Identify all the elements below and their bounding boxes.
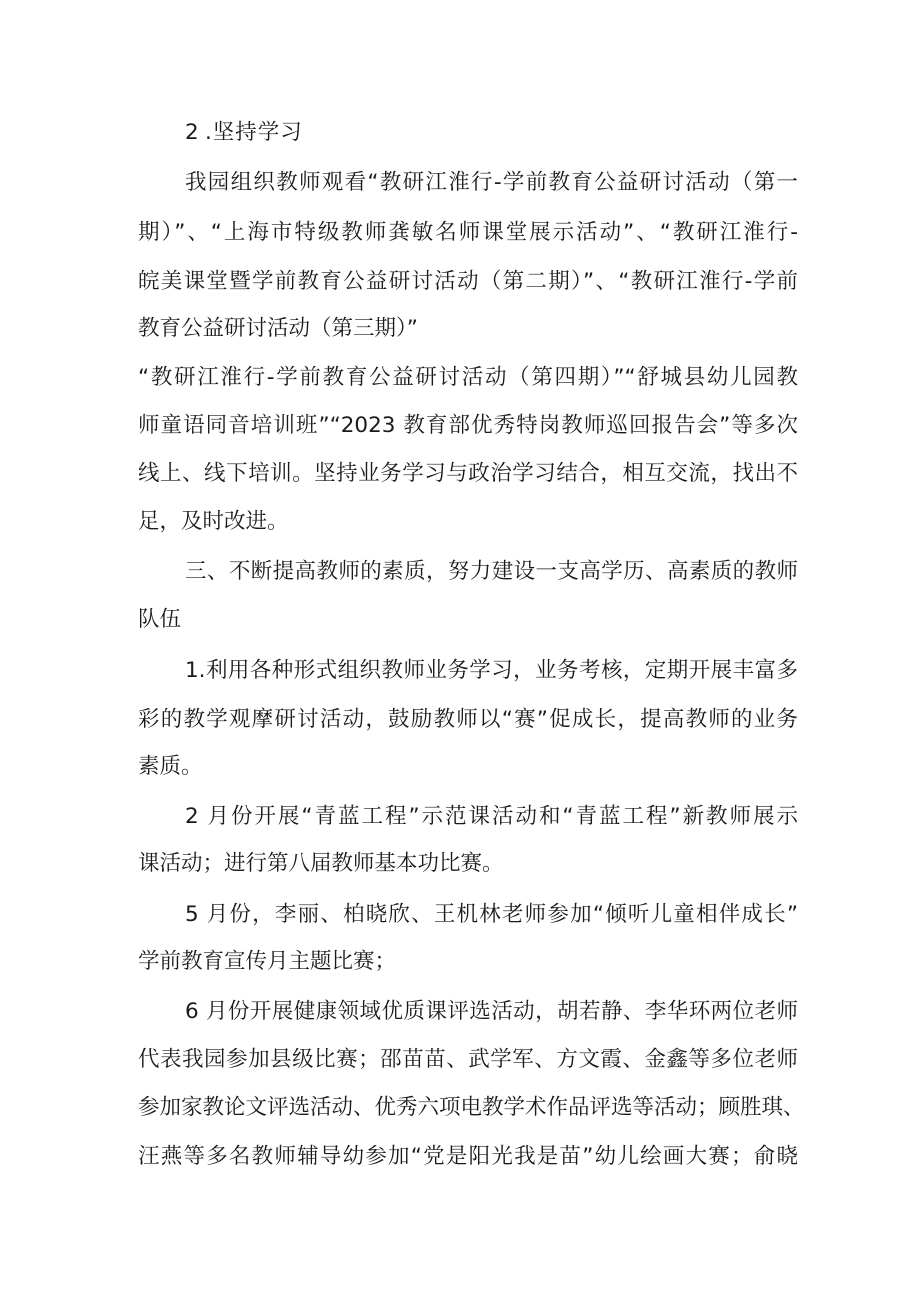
paragraph-line: 线上、线下培训。坚持业务学习与政治学习结合，相互交流，找出不 (138, 461, 798, 486)
section-heading: 三、不断提高教师的素质，努力建设一支高学历、高素质的教师 (185, 559, 798, 584)
paragraph-line: 课活动；进行第八届教师基本功比赛。 (138, 851, 504, 876)
paragraph-line: 学前教育宣传月主题比赛； (138, 949, 397, 974)
paragraph-line: 皖美课堂暨学前教育公益研讨活动（第二期）”、“教研江淮行-学前 (138, 269, 798, 294)
paragraph-line: 1.利用各种形式组织教师业务学习，业务考核，定期开展丰富多 (185, 658, 798, 683)
paragraph-line: 2 月份开展“青蓝工程”示范课活动和“青蓝工程”新教师展示 (185, 804, 798, 829)
paragraph-line: 期）”、“上海市特级教师龚敏名师课堂展示活动”、“教研江淮行- (138, 220, 798, 245)
paragraph-line: 参加家教论文评选活动、优秀六项电教学术作品评选等活动；顾胜琪、 (138, 1095, 805, 1120)
section-heading: 2 .坚持学习 (185, 120, 303, 145)
paragraph-line: 我园组织教师观看“教研江淮行-学前教育公益研讨活动（第一 (185, 170, 798, 195)
paragraph-line: “教研江淮行-学前教育公益研讨活动（第四期）”“舒城县幼儿园教 (138, 365, 798, 390)
paragraph-line: 代表我园参加县级比赛；邵苗苗、武学军、方文霞、金鑫等多位老师 (138, 1047, 798, 1072)
paragraph-line: 教育公益研讨活动（第三期）” (138, 316, 418, 341)
paragraph-line: 汪燕等多名教师辅导幼参加“党是阳光我是苗”幼儿绘画大赛；俞晓 (138, 1144, 798, 1169)
paragraph-line: 6 月份开展健康领域优质课评选活动，胡若静、李华环两位老师 (185, 999, 798, 1024)
paragraph-line: 5 月份，李丽、柏晓欣、王机林老师参加“倾听儿童相伴成长” (185, 902, 798, 927)
paragraph-line: 素质。 (138, 754, 203, 779)
paragraph-line: 足，及时改进。 (138, 509, 289, 534)
paragraph-line: 彩的教学观摩研讨活动，鼓励教师以“赛”促成长，提高教师的业务 (138, 707, 798, 732)
paragraph-line: 师童语同音培训班”“2023 教育部优秀特岗教师巡回报告会”等多次 (138, 413, 798, 438)
section-heading: 队伍 (138, 607, 182, 632)
